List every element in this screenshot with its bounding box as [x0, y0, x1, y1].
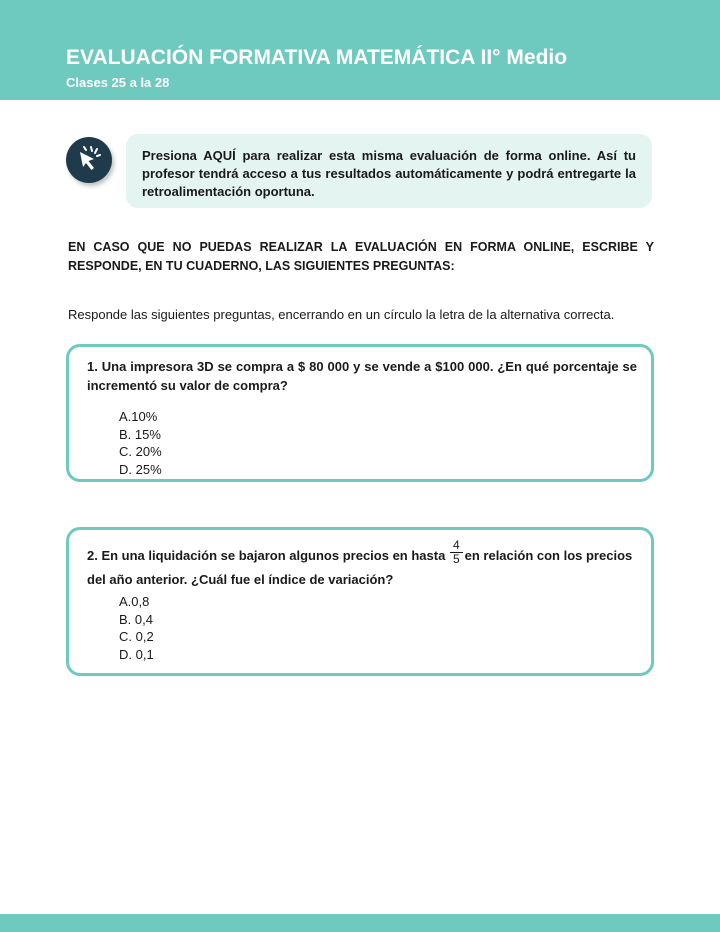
question-1-option-b: B. 15% [119, 426, 161, 442]
question-1-text: 1. Una impresora 3D se compra a $ 80 000 y se vende a $100 000. ¿En qué porcentaje se incrementó su valor de compra? [87, 359, 637, 393]
question-1-box [66, 344, 654, 482]
fraction-denominator: 5 [452, 552, 460, 566]
question-2-option-a: A.0,8 [119, 594, 150, 609]
intro-text: Responde las siguientes preguntas, encerrando en un círculo la letra de la alternativa correcta. [68, 307, 615, 322]
question-2-text-after: en relación con los precios del año anterior. ¿Cuál fue el índice de variación? [87, 547, 633, 587]
question-2-box [66, 527, 654, 676]
question-1-option-d: D. 25% [119, 461, 162, 477]
header-banner [0, 0, 720, 100]
footer-bar [0, 914, 720, 932]
question-2-option-c: C. 0,2 [119, 629, 154, 644]
fraction-numerator: 4 [450, 539, 463, 553]
notice-text[interactable]: Presiona AQUÍ para realizar esta misma evaluación de forma online. Así tu profesor tendrá acceso a tus resultados automáticamente y podrá entregarte la retroalimentación oportuna. [142, 148, 636, 199]
page-title: EVALUACIÓN FORMATIVA MATEMÁTICA II° Medio [66, 46, 568, 69]
cursor-click-icon[interactable] [66, 137, 112, 183]
question-2-option-b: B. 0,4 [119, 611, 153, 627]
fraction [450, 539, 463, 566]
question-2-text-before: 2. En una liquidación se bajaron algunos precios en hasta [87, 547, 446, 563]
question-2-text [87, 538, 637, 589]
offline-instructions: EN CASO QUE NO PUEDAS REALIZAR LA EVALUACIÓN EN FORMA ONLINE, ESCRIBE Y RESPONDE, EN TU CUADERNO, LAS SIGUIENTES PREGUNTAS: [68, 240, 654, 273]
question-1-option-c: C. 20% [119, 444, 162, 459]
question-2-options [119, 593, 154, 663]
question-1-option-a: A.10% [119, 409, 158, 424]
page-subtitle: Clases 25 a la 28 [66, 75, 170, 90]
online-evaluation-notice[interactable] [126, 134, 652, 208]
question-1-options [119, 408, 162, 478]
question-2-option-d: D. 0,1 [119, 646, 154, 662]
